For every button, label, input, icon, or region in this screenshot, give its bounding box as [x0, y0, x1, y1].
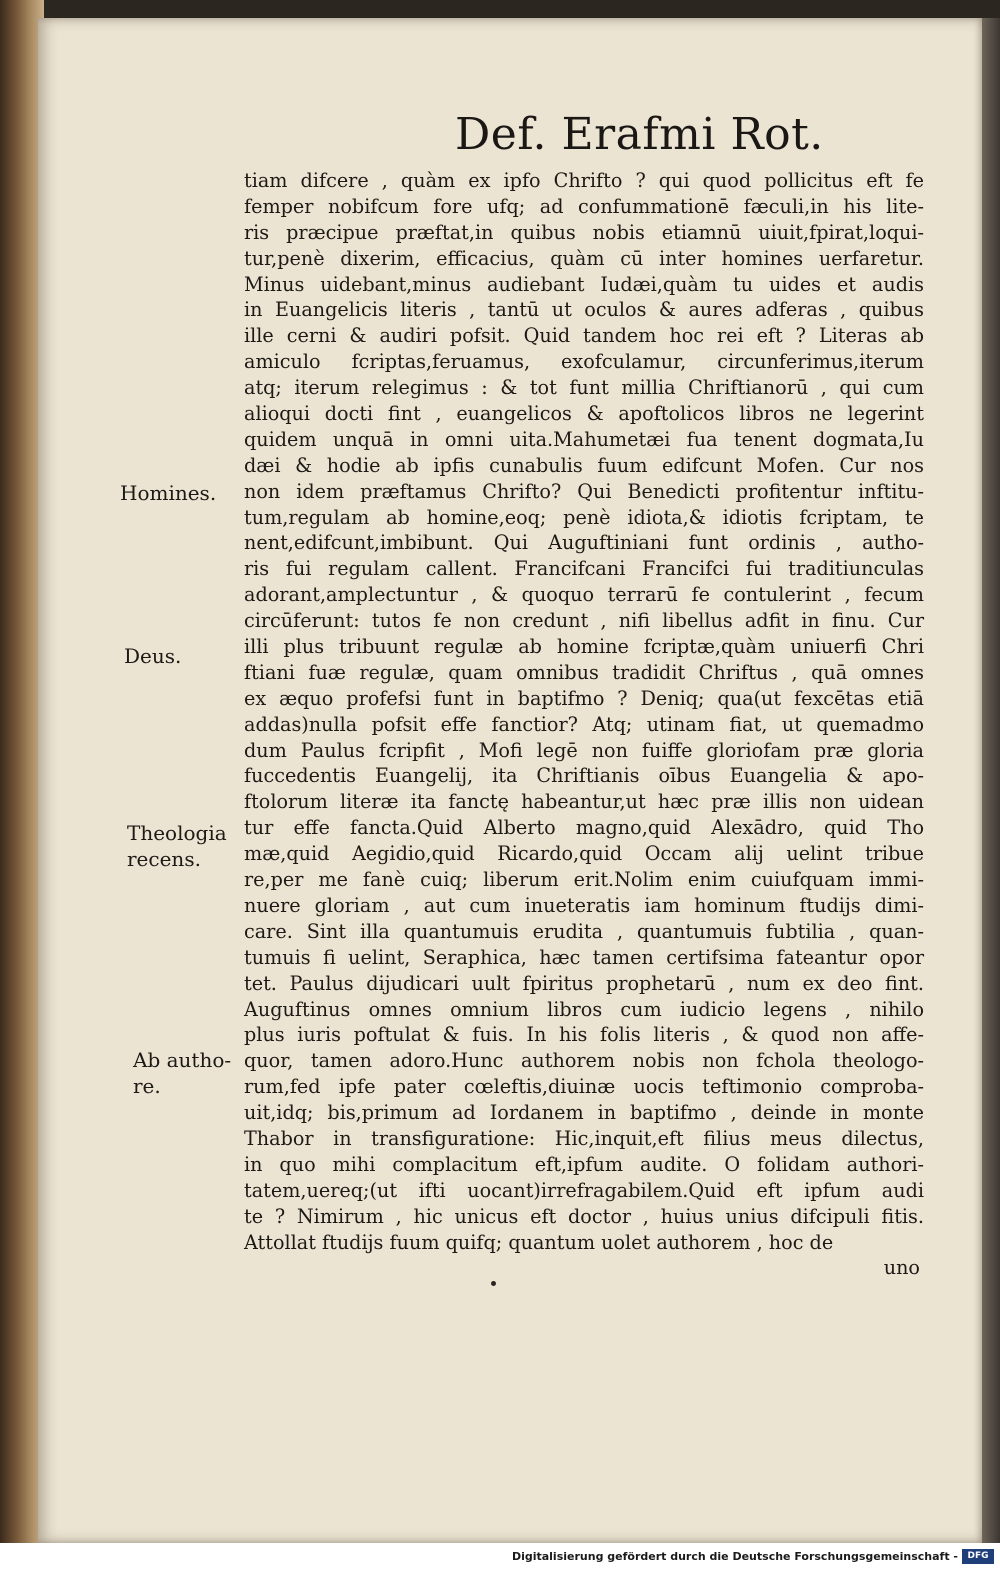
marginal-note-ab-authore: [133, 1047, 263, 1099]
text-line: mæ,quid Aegidio,quid Ricardo,quid Occam alij uelint tribue: [244, 842, 924, 866]
text-line: plus iuris poftulat & fuis. In his folis literis , & quod non affe-: [244, 1023, 924, 1047]
marginal-note-homines: [120, 480, 250, 506]
text-line: Attollat ftudijs fuum quifq; quantum uolet authorem , hoc de: [244, 1230, 834, 1254]
catchword: uno: [883, 1256, 920, 1280]
marginal-note-theologia-recens: [127, 820, 257, 872]
marginal-note-line: recens.: [127, 847, 201, 871]
marginal-note-line: Ab autho-: [133, 1048, 232, 1072]
page-right-edge: [982, 18, 1000, 1543]
text-line: ris fui regulam callent. Francifcani Francifci fui traditiunculas: [244, 557, 924, 581]
text-line: care. Sint illa quantumuis erudita , quantumuis fubtilia , quan-: [244, 919, 924, 943]
text-line: illi plus tribuunt regulæ ab homine fcriptæ,quàm uniuerfi Chri: [244, 635, 924, 659]
text-line: dum Paulus fcripfit , Mofi legē non fuiffe gloriofam præ gloria: [244, 738, 924, 762]
digitization-footer: [0, 1543, 1000, 1571]
main-text-block: [244, 168, 924, 1281]
text-line: tatem,uereq;(ut ifti uocant)irrefragabilem.Quid eft ipfum audi: [244, 1178, 924, 1202]
marginal-note-line: Homines.: [120, 481, 217, 505]
text-line: tiam difcere , quàm ex ipfo Chrifto ? qui quod pollicitus eft fe: [244, 169, 924, 192]
text-line: quor, tamen adoro.Hunc authorem nobis non fchola theologo-: [244, 1049, 924, 1073]
text-line: quidem unquā in omni uita.Mahumetæi fua tenent dogmata,Iu: [244, 427, 924, 451]
text-line: tur effe fancta.Quid Alberto magno,quid Alexādro, quid Tho: [244, 816, 924, 840]
dfg-logo-icon: DFG: [962, 1549, 994, 1564]
text-line: femper nobifcum fore ufq; ad confummationē fæculi,in his lite-: [244, 194, 924, 218]
text-line: te ? Nimirum , hic unicus eft doctor , huius unius difcipuli fitis.: [244, 1204, 924, 1228]
text-line: atq; iterum relegimus : & tot funt millia Chriftianorū , qui cum: [244, 376, 924, 400]
text-line: nuere gloriam , aut cum inueteratis iam hominum ftudijs dimi-: [244, 893, 924, 917]
marginal-note-line: re.: [133, 1074, 161, 1098]
text-line: Minus uidebant,minus audiebant Iudæi,quàm tu uides et audis: [244, 272, 924, 296]
running-head: Def. Erafmi Rot.: [455, 109, 824, 160]
text-line: nent,edifcunt,imbibunt. Qui Auguftiniani funt ordinis , autho-: [244, 531, 924, 555]
text-line: alioqui docti fint , euangelicos & apoftolicos libros ne legerint: [244, 402, 924, 426]
footer-credit: Digitalisierung gefördert durch die Deutsche Forschungsgemeinschaft -: [511, 1550, 958, 1563]
text-line: amiculo fcriptas,feruamus, exofculamur, circunferimus,iterum: [244, 350, 924, 374]
text-line: addas)nulla pofsit effe fanctior? Atq; utinam fiat, ut quemadmo: [244, 712, 924, 736]
text-line: tumuis fi uelint, Seraphica, hæc tamen certifsima fateantur opor: [244, 945, 924, 969]
text-line: dæi & hodie ab ipfis cunabulis fuum edifcunt Mofen. Cur nos: [244, 453, 924, 477]
printer-dot: [491, 1281, 496, 1286]
text-line: uit,idq; bis,primum ad Iordanem in baptifmo , deinde in monte: [244, 1101, 924, 1125]
text-line: ftolorum literæ ita fanctę habeantur,ut hæc præ illis non uidean: [244, 790, 924, 814]
text-line: in quo mihi complacitum eft,ipfum audite. O folidam authori-: [244, 1152, 924, 1176]
text-line: non idem præftamus Chrifto? Qui Benedicti profitentur inftitu-: [244, 479, 924, 503]
text-line: circūferunt: tutos fe non credunt , nifi libellus adfit in finu. Cur: [244, 609, 924, 633]
text-line: tum,regulam ab homine,eoq; penè idiota,& idiotis fcriptam, te: [244, 505, 924, 529]
marginal-note-deus: [124, 643, 254, 669]
text-line: re,per me fanè cuiq; liberum erit.Nolim enim cuiufquam immi-: [244, 868, 924, 892]
text-line: Auguftinus omnes omnium libros cum iudicio legens , nihilo: [244, 997, 924, 1021]
text-line: Thabor in transfiguratione: Hic,inquit,eft filius meus dilectus,: [244, 1126, 924, 1150]
text-line: ille cerni & audiri pofsit. Quid tandem hoc rei eft ? Literas ab: [244, 324, 924, 348]
text-line: in Euangelicis literis , tantū ut oculos & aures adferas , quibus: [244, 298, 924, 322]
text-line: rum,fed ipfe pater cœleftis,diuinæ uocis teftimonio comproba-: [244, 1075, 924, 1099]
text-line: tet. Paulus dijudicari uult fpiritus prophetarū , num ex deo fint.: [244, 971, 924, 995]
text-line: fuccedentis Euangelij, ita Chriftianis oībus Euangelia & apo-: [244, 764, 924, 788]
marginal-note-line: Deus.: [124, 644, 182, 668]
text-line: ris præcipue præftat,in quibus nobis etiamnū uiuit,fpirat,loqui-: [244, 220, 924, 244]
text-line: adorant,amplectuntur , & quoquo terrarū fe contulerint , fecum: [244, 583, 924, 607]
text-line: ftiani fuæ regulæ, quam omnibus tradidit Chriftus , quā omnes: [244, 660, 924, 684]
text-line: tur,penè dixerim, efficacius, quàm cū inter homines uerfaretur.: [244, 246, 924, 270]
marginal-note-line: Theologia: [127, 821, 227, 845]
text-line: ex æquo profefsi funt in baptifmo ? Deniq; qua(ut fexcētas etiā: [244, 686, 924, 710]
